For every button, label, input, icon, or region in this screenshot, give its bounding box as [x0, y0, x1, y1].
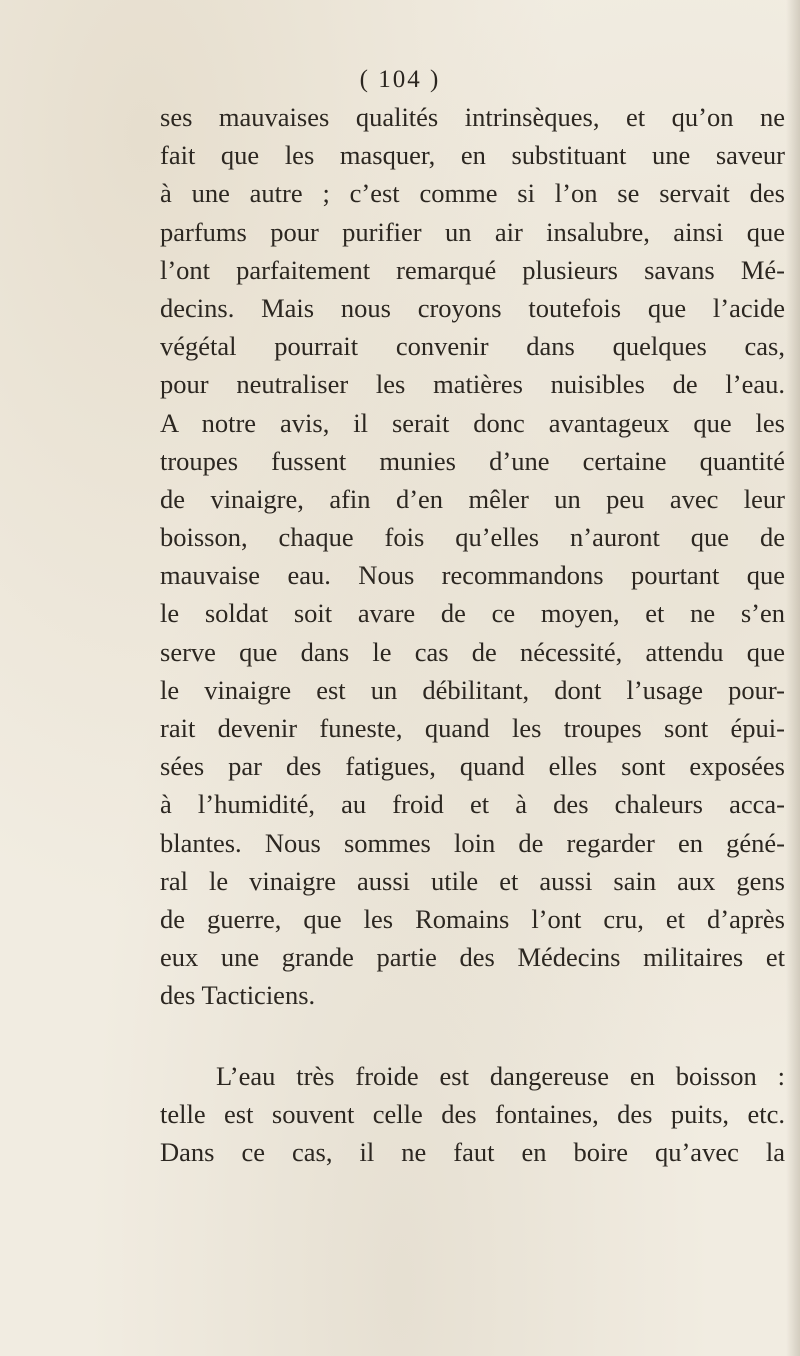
text-line: serve que dans le cas de nécessité, attendu que: [160, 636, 785, 667]
text-line: parfums pour purifier un air insalubre, ainsi que: [160, 216, 785, 247]
text-line: decins. Mais nous croyons toutefois que l’acide: [160, 292, 785, 323]
text-line: fait que les masquer, en substituant une saveur: [160, 140, 785, 171]
page-number: ( 104 ): [359, 66, 441, 93]
text-line: l’ont parfaitement remarqué plusieurs savans Mé-: [160, 254, 785, 285]
text-line: de guerre, que les Romains l’ont cru, et d’après: [160, 903, 785, 934]
text-line: le vinaigre est un débilitant, dont l’usage pour-: [160, 674, 785, 705]
text-line: A notre avis, il serait donc avantageux que les: [160, 407, 785, 438]
text-line: ral le vinaigre aussi utile et aussi sain aux gens: [160, 865, 785, 896]
paragraph-gap: [160, 1015, 785, 1057]
paragraph-1: [160, 98, 785, 1015]
text-line: sées par des fatigues, quand elles sont exposées: [160, 751, 785, 782]
text-line: à l’humidité, au froid et à des chaleurs acca-: [160, 789, 785, 820]
text-line: L’eau très froide est dangereuse en boisson :: [216, 1060, 785, 1091]
text-line: à une autre ; c’est comme si l’on se servait des: [160, 178, 785, 209]
text-line: ses mauvaises qualités intrinsèques, et qu’on ne: [160, 102, 785, 132]
text-line: des Tacticiens.: [160, 980, 316, 1011]
text-line: pour neutraliser les matières nuisibles de l’eau.: [160, 369, 785, 400]
text-line: le soldat soit avare de ce moyen, et ne s’en: [160, 598, 785, 629]
text-line: telle est souvent celle des fontaines, des puits, etc.: [160, 1098, 785, 1129]
text-line: végétal pourrait convenir dans quelques cas,: [160, 331, 785, 362]
paragraph-2: [160, 1057, 785, 1172]
text-line: boisson, chaque fois qu’elles n’auront que de: [160, 522, 785, 553]
text-line: blantes. Nous sommes loin de regarder en géné-: [160, 827, 785, 858]
body-text: [160, 98, 785, 1171]
text-line: mauvaise eau. Nous recommandons pourtant que: [160, 560, 785, 591]
text-line: Dans ce cas, il ne faut en boire qu’avec la: [160, 1136, 785, 1167]
page-edge-shadow: [786, 0, 800, 1356]
text-line: rait devenir funeste, quand les troupes sont épui-: [160, 713, 785, 743]
text-line: de vinaigre, afin d’en mêler un peu avec leur: [160, 483, 785, 514]
text-line: eux une grande partie des Médecins militaires et: [160, 942, 785, 973]
text-line: troupes fussent munies d’une certaine quantité: [160, 445, 785, 476]
